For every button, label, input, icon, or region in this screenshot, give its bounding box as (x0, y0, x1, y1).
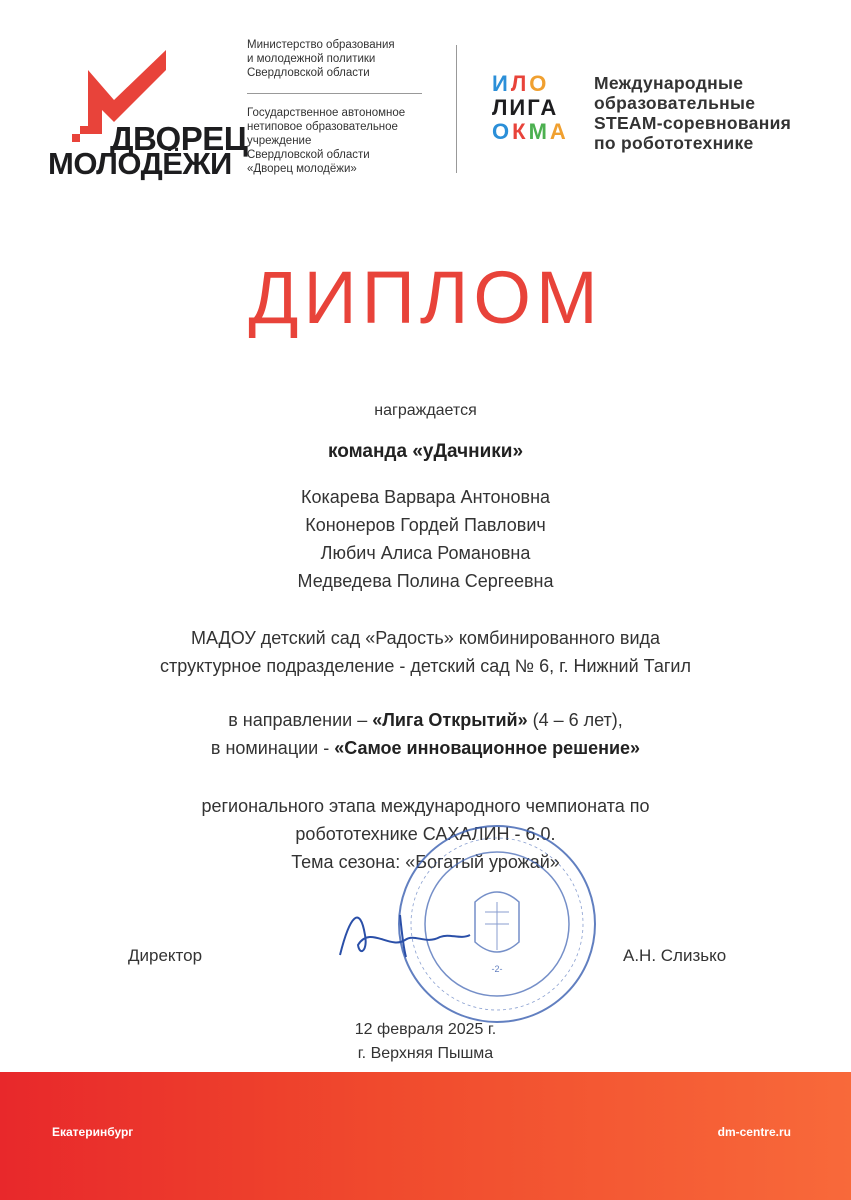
date-place-block (0, 1018, 851, 1066)
footer-website-link[interactable]: dm-centre.ru (717, 1125, 791, 1139)
nomination-line (0, 734, 851, 762)
director-name: А.Н. Слизько (623, 946, 727, 965)
direction-block (0, 706, 851, 762)
header-vertical-divider (456, 45, 457, 173)
director-signature (330, 895, 480, 975)
footer-city: Екатеринбург (52, 1125, 134, 1139)
institution-text: Государственное автономное нетиповое образовательное учреждение Свердловской области «Дворец молодёжи» (247, 107, 406, 175)
liga-row-2 (492, 96, 584, 120)
director-role: Директор (128, 946, 203, 965)
direction-suffix: (4 – 6 лет), (527, 710, 623, 730)
steam-competition-text: Международные образовательные STEAM-соревнования по робототехнике (594, 73, 792, 153)
logo-word-dvorets: ДВОРЕЦ (110, 120, 248, 157)
organization-text: МАДОУ детский сад «Радость» комбинированного вида структурное подразделение - детский сад № 6, г. Нижний Тагил (160, 628, 691, 676)
svg-text:-2-: -2- (491, 964, 503, 974)
liga-row-3: О К М А (492, 119, 566, 144)
event-text: регионального этапа международного чемпионата по робототехнике САХАЛИН - 6.0. Тема сезона: «Богатый урожай» (201, 796, 650, 872)
member-name: Кокарева Варвара Антоновна (300, 487, 551, 507)
logo-word-molodezhi: МОЛОДЁЖИ (48, 146, 232, 181)
liga-row-1: И Л О (492, 71, 547, 96)
member-name: Кононеров Гордей Павлович (305, 515, 546, 535)
nomination-value: «Самое инновационное решение» (334, 738, 641, 758)
issue-place: г. Верхняя Пышма (357, 1045, 494, 1062)
liga-logo (492, 72, 584, 154)
awarded-label: награждается (374, 402, 477, 419)
members-list (0, 483, 851, 595)
liga-word: ЛИГА (492, 95, 559, 120)
member-name: Любич Алиса Романовна (320, 543, 531, 563)
member-name: Медведева Полина Сергеевна (297, 571, 554, 591)
dvorets-molodezhi-logo (48, 40, 248, 185)
team-name: команда «уДачники» (327, 441, 524, 462)
direction-line (0, 706, 851, 734)
direction-value: «Лига Открытий» (372, 710, 528, 730)
signature-icon (330, 895, 480, 975)
direction-prefix: в направлении – (228, 710, 373, 730)
issue-date: 12 февраля 2025 г. (354, 1021, 497, 1038)
diploma-title: ДИПЛОМ (248, 256, 603, 339)
nomination-prefix: в номинации - (210, 738, 335, 758)
ministry-text: Министерство образования и молодежной политики Свердловской области (247, 39, 395, 79)
header-divider (247, 93, 422, 94)
